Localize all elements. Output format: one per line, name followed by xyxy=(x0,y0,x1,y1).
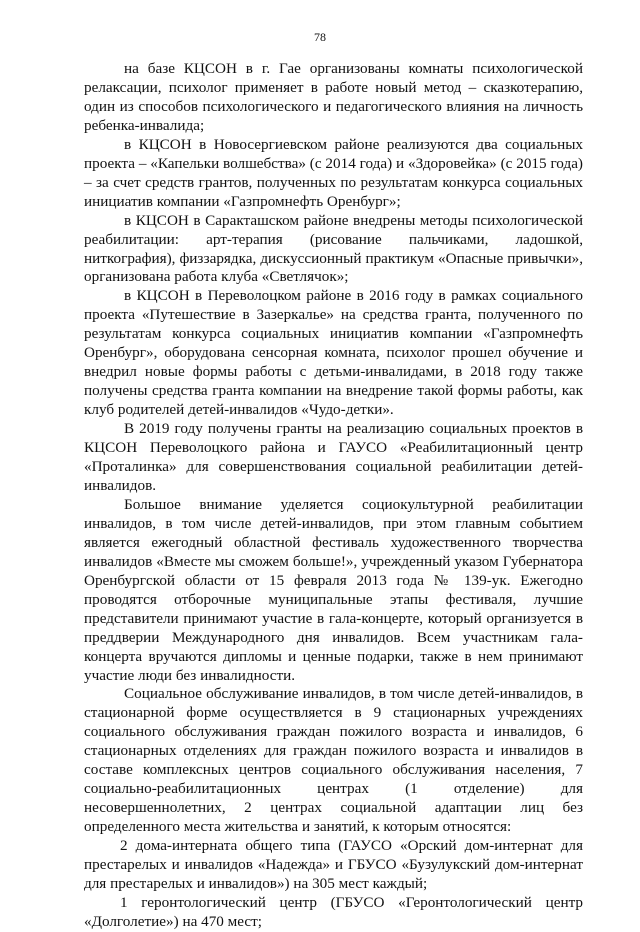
paragraph-grants-2019: В 2019 году получены гранты на реализацию социальных проектов в КЦСОН Переволоцкого района и ГАУСО «Реабилитационный центр «Проталинка» для совершенствования социальной реабилитации детей-инвалидов. xyxy=(84,420,583,494)
paragraph-stationary-service: Социальное обслуживание инвалидов, в том числе детей-инвалидов, в стационарной форме осуществляется в 9 стационарных учреждениях социального обслуживания граждан пожилого возраста и инвалидов, 6 стационарных отделениях для граждан пожилого возраста и инвалидов в составе комплексных центров социального обслуживания населения, 7 социально-реабилитационных центрах (1 отделение) для несовершеннолетних, 2 центрах социальной адаптации лиц без определенного места жительства и занятий, к которым относятся: xyxy=(84,685,583,836)
paragraph-sociocultural-rehab: Большое внимание уделяется социокультурной реабилитации инвалидов, в том числе детей-инвалидов, при этом главным событием является ежегодный областной фестиваль художественного творчества инвалидов «Вместе мы сможем больше!», учрежденный указом Губернатора Оренбургской области от 15 февраля 2013 года № 139-ук. Ежегодно проводятся отборочные муниципальные этапы фестиваля, лучшие представители принимают участие в гала-концерте, который организуется в преддверии Международного дня инвалидов. Всем участникам гала-концерта вручаются дипломы и ценные подарки, также в нем принимают участие люди без инвалидности. xyxy=(84,495,583,684)
document-body xyxy=(84,60,583,932)
paragraph-boarding-homes: 2 дома-интерната общего типа (ГАУСО «Орский дом-интернат для престарелых и инвалидов «Надежда» и ГБУСО «Бузулукский дом-интернат для престарелых и инвалидов») на 305 мест каждый; xyxy=(84,837,583,892)
paragraph-gerontology-center: 1 геронтологический центр (ГБУСО «Геронтологический центр «Долголетие») на 470 мест; xyxy=(84,893,583,930)
paragraph-gai-kcson: на базе КЦСОН в г. Гае организованы комнаты психологической релаксации, психолог применяет в работе новый метод – сказкотерапию, один из способов психологического и педагогического влияния на личность ребенка-инвалида; xyxy=(84,60,583,134)
page-number: 78 xyxy=(314,30,326,44)
paragraph-novosergievsky-kcson: в КЦСОН в Новосергиевском районе реализуются два социальных проекта – «Капельки волшебства» (с 2014 года) и «Здоровейка» (с 2015 года) – за счет средств грантов, полученных по результатам конкурса социальных инициатив компании «Газпромнефть Оренбург»; xyxy=(84,135,583,210)
paragraph-saraktash-kcson: в КЦСОН в Саракташском районе внедрены методы психологической реабилитации: арт-терапия (рисование пальчиками, ладошкой, ниткография), физзарядка, дискуссионный практикум «Опасные привычки», организована работа клуба «Светлячок»; xyxy=(84,211,583,286)
paragraph-perevolotsky-kcson: в КЦСОН в Переволоцком районе в 2016 году в рамках социального проекта «Путешествие в Зазеркалье» на средства гранта, полученного по результатам конкурса социальных инициатив компании «Газпромнефть Оренбург», оборудована сенсорная комната, психолог прошел обучение и внедрил новые формы работы с детьми-инвалидами, в 2018 году также получены средства гранта компании на внедрение такой формы работы, как клуб родителей детей-инвалидов «Чудо-детки». xyxy=(84,287,583,419)
